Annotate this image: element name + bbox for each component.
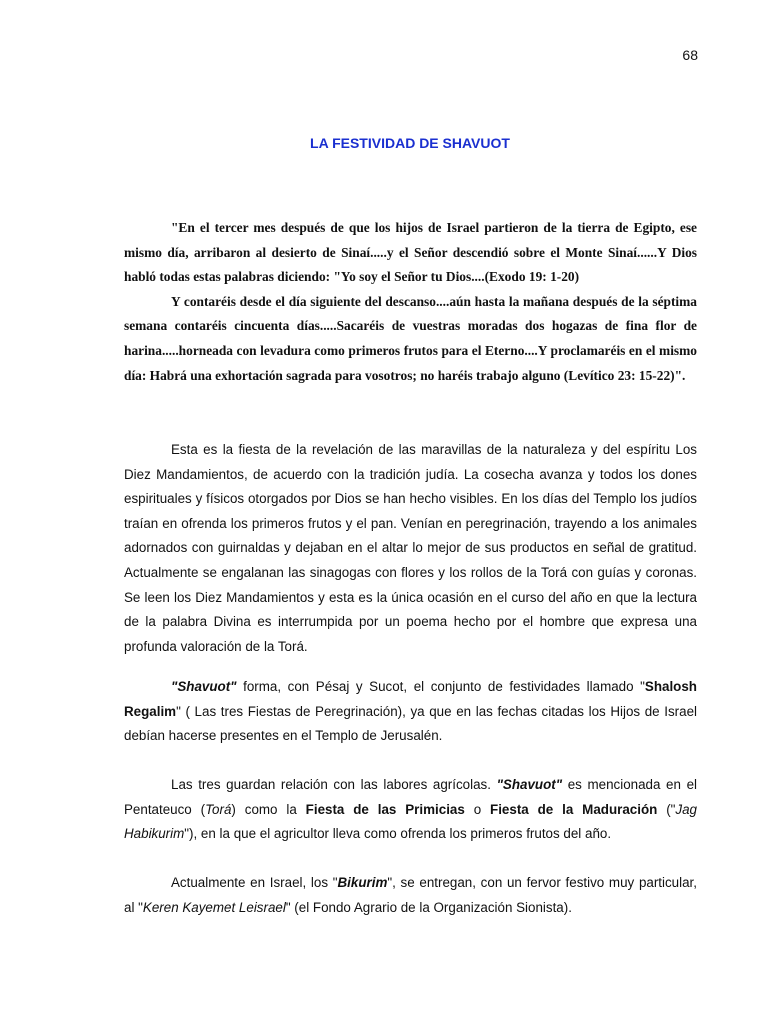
page-number: 68: [682, 47, 698, 63]
text-run: es mencionada en el Pentateuco (: [124, 777, 697, 817]
quote-paragraph-leviticus: Y contaréis desde el día siguiente del descanso....aún hasta la mañana después de la séptima semana contaréis cincuenta días.....Sacaréis de vuestras moradas dos hogazas de fina flor de harina.....horneada con levadura como primeros frutos para el Eterno....Y proclamaréis en el mismo día: Habrá una exhortación sagrada para vosotros; no haréis trabajo alguno (Levítico 23: 15-22)".: [124, 293, 697, 383]
paragraph-bikurim: [124, 871, 697, 920]
text-run: Las tres guardan relación con las labores agrícolas.: [171, 777, 497, 792]
text-run: " ( Las tres Fiestas de Peregrinación), ya que en las fechas citadas los Hijos de Israel debían hacerse presentes en el Templo de Jerusalén.: [124, 703, 697, 744]
term-keren-kayemet: Keren Kayemet Leisrael: [142, 899, 286, 915]
text-run: forma, con Pésaj y Sucot, el conjunto de festividades llamado ": [236, 679, 645, 694]
term-bikurim: Bikurim: [337, 875, 388, 890]
term-shalosh-regalim: Shalosh Regalim: [124, 679, 697, 719]
text-run: "), en la que el agricultor lleva como ofrenda los primeros frutos del año.: [184, 826, 612, 842]
term-shavuot: "Shavuot": [496, 777, 563, 792]
paragraph-text: Esta es la fiesta de la revelación de las maravillas de la naturaleza y del espíritu Los Diez Mandamientos, de acuerdo con la tradición judía. La cosecha avanza y todos los dones espirituales y físicos otorgados por Dios se han hecho visibles. En los días del Templo los judíos traían en ofrenda los primeros frutos y el pan. Venían en peregrinación, trayendo a los animales adornados con guirnaldas y dejaban en el altar lo mejor de sus productos en señal de gratitud. Actualmente se engalanan las sinagogas con flores y los rollos de la Torá con guías y coronas. Se leen los Diez Mandamientos y esta es la única ocasión en el curso del año en que la lectura de la palabra Divina es interrumpida por un poema hecho por el hombre que expresa una profunda valoración de la Torá.: [124, 442, 697, 654]
paragraph-agriculture: [124, 773, 697, 847]
text-run: ) como la: [231, 801, 306, 817]
page-title: LA FESTIVIDAD DE SHAVUOT: [310, 135, 510, 151]
text-run: o: [464, 801, 491, 817]
paragraph-revelation: [124, 438, 697, 659]
term-tora: Torá: [205, 801, 232, 817]
text-run: " (el Fondo Agrario de la Organización Sionista).: [285, 899, 572, 915]
text-run: ", se entregan, con un fervor festivo muy particular, al ": [124, 875, 697, 915]
quote-paragraph-exodus: "En el tercer mes después de que los hijos de Israel partieron de la tierra de Egipto, ese mismo día, arribaron al desierto de Sinaí.....y el Señor descendió sobre el Monte Sinaí......Y Dios habló todas estas palabras diciendo: "Yo soy el Señor tu Dios....(Exodo 19: 1-20): [124, 220, 697, 285]
paragraph-text: [124, 773, 697, 847]
paragraph-text: [124, 675, 697, 749]
paragraph-text: [124, 871, 697, 920]
term-jag-habikurim: Jag Habikurim: [124, 801, 697, 842]
term-fiesta-primicias: Fiesta de las Primicias: [305, 801, 465, 817]
text-run: Actualmente en Israel, los ": [171, 875, 338, 890]
scripture-quote: [124, 216, 697, 388]
paragraph-shalosh-regalim: [124, 675, 697, 749]
text-run: (": [657, 801, 676, 817]
term-fiesta-maduracion: Fiesta de la Maduración: [490, 801, 658, 817]
term-shavuot: "Shavuot": [171, 679, 237, 694]
